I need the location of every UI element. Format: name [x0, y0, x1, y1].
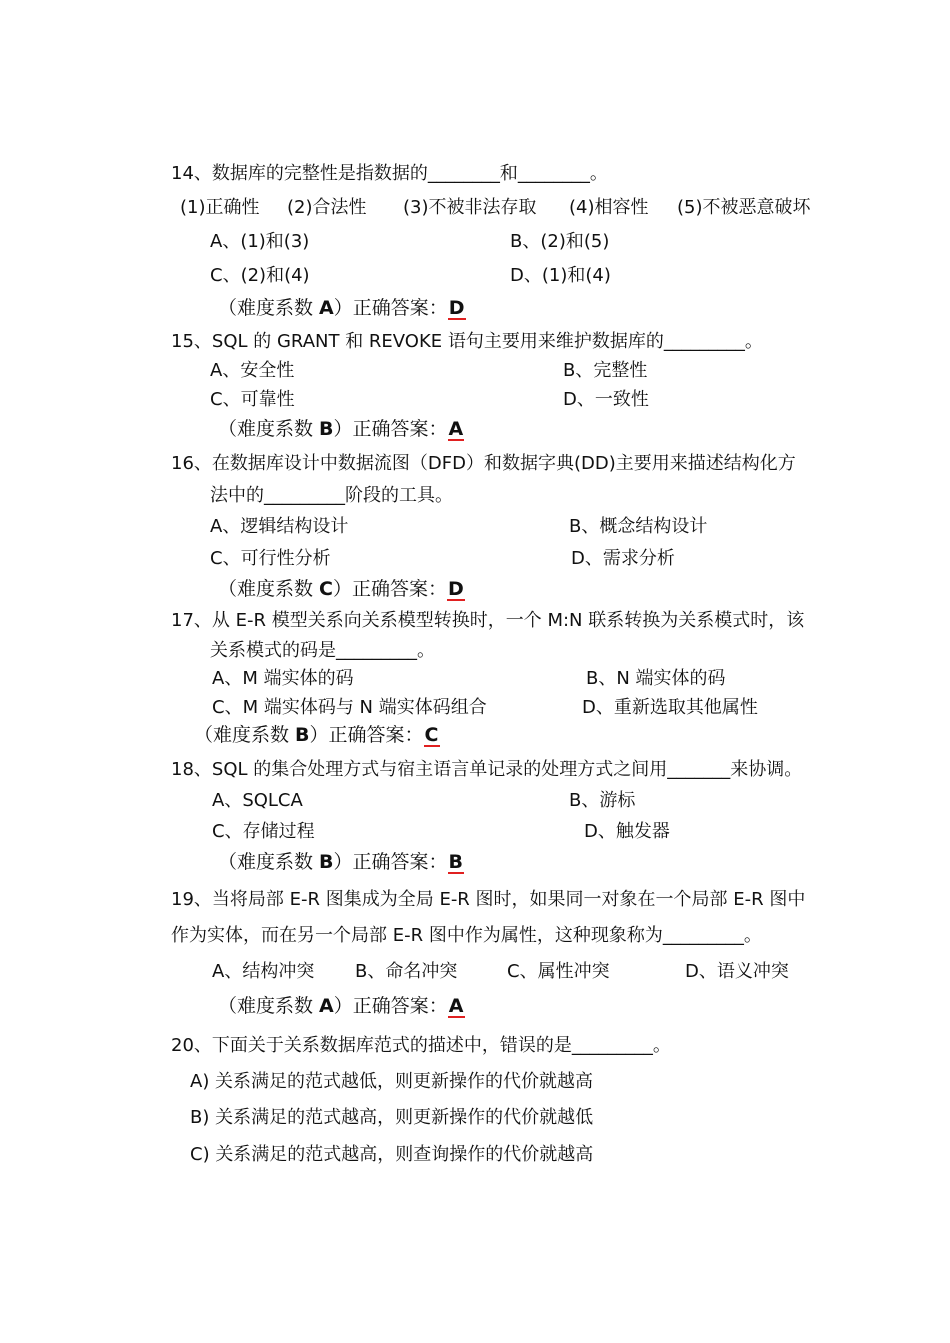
- correct-answer: D: [448, 297, 465, 319]
- q18-stem: 18、SQL 的集合处理方式与宿主语言单记录的处理方式之间用_______来协调。: [171, 759, 803, 780]
- q14-item-1: (1)正确性: [180, 197, 260, 218]
- difficulty-level: B: [319, 851, 334, 873]
- q15-option-a: A、安全性: [210, 360, 295, 381]
- q19-meta: [218, 994, 465, 1018]
- q14-option-c: C、(2)和(4): [210, 265, 310, 286]
- answer-label: ）正确答案：: [333, 995, 448, 1017]
- q16-option-a: A、逻辑结构设计: [210, 516, 349, 537]
- correct-answer: C: [424, 724, 439, 746]
- answer-label: ）正确答案：: [333, 418, 448, 440]
- q18-option-b: B、游标: [569, 790, 636, 811]
- difficulty-level: C: [319, 578, 333, 600]
- q17-option-a: A、M 端实体的码: [212, 668, 354, 689]
- difficulty-level: B: [295, 724, 310, 746]
- q18-option-d: D、触发器: [584, 821, 670, 842]
- q14-item-3: (3)不被非法存取: [403, 197, 537, 218]
- difficulty-label: （难度系数: [218, 995, 320, 1017]
- difficulty-level: A: [319, 297, 334, 319]
- q14-option-a: A、(1)和(3): [210, 231, 310, 252]
- q19-option-d: D、语义冲突: [685, 961, 789, 982]
- answer-label: ）正确答案：: [333, 297, 448, 319]
- q14-meta: [218, 296, 466, 320]
- answer-label: ）正确答案：: [333, 578, 448, 600]
- q16-stem-line2: 法中的_________阶段的工具。: [210, 485, 453, 506]
- difficulty-label: （难度系数: [218, 418, 320, 440]
- correct-answer: D: [448, 578, 464, 600]
- q19-option-b: B、命名冲突: [355, 961, 458, 982]
- q20-option-b: B) 关系满足的范式越高，则更新操作的代价就越低: [190, 1107, 594, 1128]
- q15-meta: [218, 417, 464, 441]
- q19-stem-line2: 作为实体，而在另一个局部 E-R 图中作为属性，这种现象称为_________。: [171, 925, 762, 946]
- q14-option-d: D、(1)和(4): [510, 265, 611, 286]
- q15-option-b: B、完整性: [563, 360, 648, 381]
- q14-item-2: (2)合法性: [287, 197, 367, 218]
- q16-stem-line1: 16、在数据库设计中数据流图（DFD）和数据字典(DD)主要用来描述结构化方: [171, 453, 796, 474]
- q17-meta: [194, 723, 440, 747]
- q17-stem-line2: 关系模式的码是_________。: [210, 640, 435, 661]
- q20-option-a: A) 关系满足的范式越低，则更新操作的代价就越高: [190, 1071, 594, 1092]
- q16-option-b: B、概念结构设计: [569, 516, 708, 537]
- difficulty-label: （难度系数: [218, 851, 320, 873]
- difficulty-label: （难度系数: [218, 297, 320, 319]
- q18-option-c: C、存储过程: [212, 821, 315, 842]
- q14-item-4: (4)相容性: [569, 197, 649, 218]
- q18-meta: [218, 850, 464, 874]
- q15-option-d: D、一致性: [563, 389, 649, 410]
- q14-item-5: (5)不被恶意破坏: [677, 197, 811, 218]
- q20-stem: 20、下面关于关系数据库范式的描述中，错误的是_________。: [171, 1035, 671, 1056]
- difficulty-label: （难度系数: [218, 578, 320, 600]
- q15-stem: 15、SQL 的 GRANT 和 REVOKE 语句主要用来维护数据库的_________。: [171, 331, 763, 352]
- q17-stem-line1: 17、从 E-R 模型关系向关系模型转换时，一个 M:N 联系转换为关系模式时，该: [171, 610, 805, 631]
- correct-answer: B: [448, 851, 464, 873]
- q19-option-c: C、属性冲突: [507, 961, 610, 982]
- q16-meta: [218, 577, 465, 601]
- difficulty-label: （难度系数: [194, 724, 296, 746]
- q19-stem-line1: 19、当将局部 E-R 图集成为全局 E-R 图时，如果同一对象在一个局部 E-R 图中: [171, 889, 806, 910]
- q20-option-c: C) 关系满足的范式越高，则查询操作的代价就越高: [190, 1144, 594, 1165]
- difficulty-level: B: [319, 418, 334, 440]
- q14-stem: 14、数据库的完整性是指数据的________和________。: [171, 163, 608, 184]
- difficulty-level: A: [319, 995, 334, 1017]
- q18-option-a: A、SQLCA: [212, 790, 303, 811]
- answer-label: ）正确答案：: [309, 724, 424, 746]
- q17-option-c: C、M 端实体码与 N 端实体码组合: [212, 697, 487, 718]
- answer-label: ）正确答案：: [333, 851, 448, 873]
- q15-option-c: C、可靠性: [210, 389, 295, 410]
- q16-option-c: C、可行性分析: [210, 548, 331, 569]
- q17-option-b: B、N 端实体的码: [586, 668, 726, 689]
- correct-answer: A: [448, 995, 464, 1017]
- correct-answer: A: [448, 418, 464, 440]
- q17-option-d: D、重新选取其他属性: [582, 697, 758, 718]
- q14-option-b: B、(2)和(5): [510, 231, 610, 252]
- q16-option-d: D、需求分析: [571, 548, 675, 569]
- q19-option-a: A、结构冲突: [212, 961, 315, 982]
